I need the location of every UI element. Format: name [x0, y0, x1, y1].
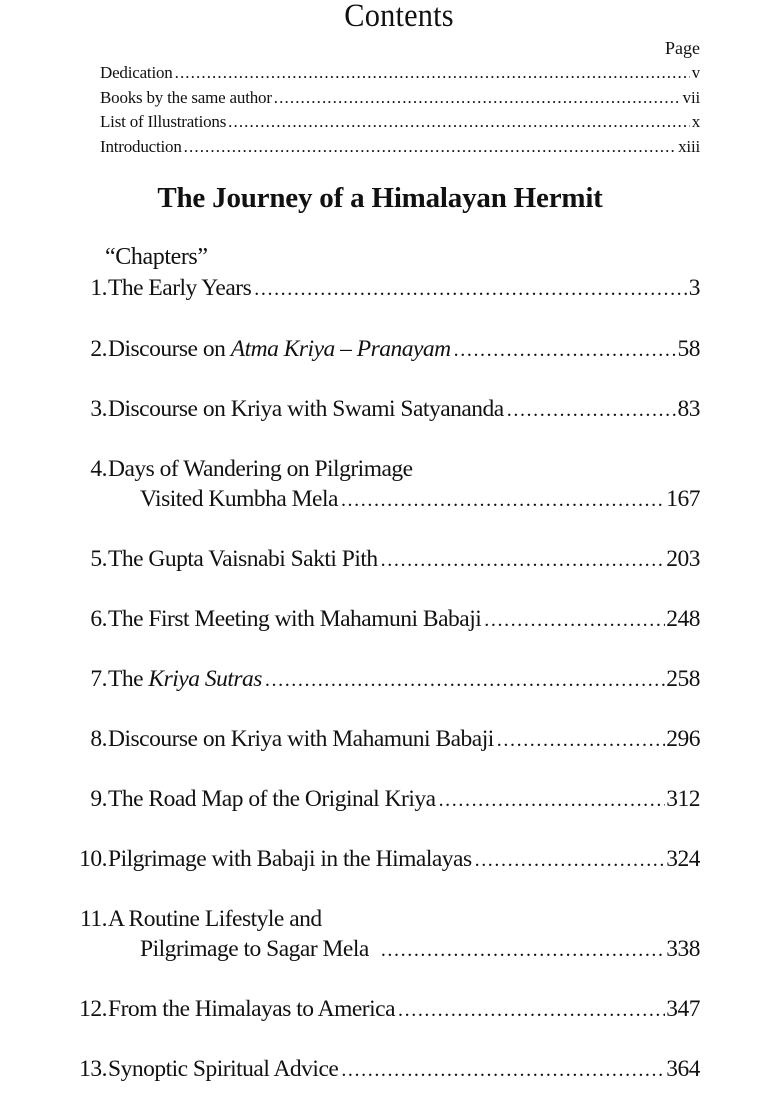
dot-leader [274, 86, 681, 110]
chapter-number: 12. [79, 996, 107, 1022]
entry-page: vii [682, 87, 700, 107]
front-matter-list [100, 61, 700, 159]
dot-leader [439, 785, 666, 815]
dot-leader [398, 995, 665, 1025]
chapter-entry-8[interactable] [70, 724, 700, 755]
chapter-page: 248 [666, 606, 700, 632]
chapter-entry-5[interactable] [70, 544, 700, 575]
chapter-title: Pilgrimage with Babaji in the Himalayas [108, 846, 472, 872]
chapter-page: 347 [666, 996, 700, 1022]
chapter-number: 8. [90, 726, 107, 752]
chapter-page: 167 [666, 486, 700, 512]
chapter-page: 83 [677, 396, 700, 422]
chapter-title-continuation: Pilgrimage to Sagar Mela [140, 936, 369, 962]
dot-leader [381, 545, 666, 575]
dot-leader [184, 135, 676, 159]
dot-leader [484, 605, 665, 635]
chapter-title: A Routine Lifestyle and [108, 906, 322, 932]
chapter-page: 312 [666, 786, 700, 812]
chapter-number: 10. [79, 846, 107, 872]
chapter-number: 3. [90, 396, 107, 422]
chapter-title: Discourse on Atma Kriya – Pranayam [108, 336, 451, 362]
toc-entry-dedication[interactable] [100, 61, 700, 86]
chapter-entry-12[interactable] [70, 994, 700, 1025]
chapter-title: Discourse on Kriya with Swami Satyananda [108, 396, 504, 422]
chapter-page: 338 [666, 936, 700, 962]
chapter-title: The Early Years [108, 275, 252, 301]
chapter-number: 11. [79, 906, 107, 932]
chapter-page: 324 [666, 846, 700, 872]
chapter-page: 58 [677, 336, 700, 362]
toc-entry-books-by-author[interactable] [100, 86, 700, 111]
chapter-title: Synoptic Spiritual Advice [108, 1056, 339, 1082]
dot-leader [507, 395, 677, 425]
chapter-title: The Gupta Vaisnabi Sakti Pith [108, 546, 378, 572]
chapter-title: The Kriya Sutras [108, 666, 262, 692]
dot-leader [341, 485, 665, 515]
dot-leader [254, 274, 687, 304]
entry-title: List of Illustrations [100, 112, 227, 131]
dot-leader [265, 665, 665, 695]
chapter-entry-10[interactable] [70, 844, 700, 875]
entry-title: Dedication [100, 63, 173, 82]
chapter-entry-11[interactable] [70, 904, 700, 965]
chapter-entry-13[interactable] [70, 1054, 700, 1085]
chapter-entry-4[interactable] [70, 454, 700, 515]
chapter-title: The Road Map of the Original Kriya [108, 786, 436, 812]
chapter-number: 13. [79, 1056, 107, 1082]
page-column-label: Page [665, 38, 700, 58]
chapter-title: Discourse on Kriya with Mahamuni Babaji [108, 726, 494, 752]
entry-page: v [691, 63, 700, 82]
chapter-page: 258 [666, 666, 700, 692]
chapter-page: 203 [666, 546, 700, 572]
toc-entry-list-of-illustrations[interactable] [100, 110, 700, 135]
chapter-title-continuation: Visited Kumbha Mela [140, 486, 338, 512]
page-title: Contents [344, 0, 454, 34]
entry-title: Books by the same author [100, 87, 272, 107]
dot-leader [497, 725, 665, 755]
chapter-title: From the Himalayas to America [108, 996, 396, 1022]
chapter-entry-1[interactable] [70, 273, 700, 304]
toc-entry-introduction[interactable] [100, 135, 700, 160]
chapter-entry-9[interactable] [70, 784, 700, 815]
chapters-label: “Chapters” [105, 244, 208, 270]
entry-page: x [691, 112, 700, 131]
chapter-number: 5. [90, 546, 107, 572]
entry-title: Introduction [100, 136, 182, 156]
chapter-entry-2[interactable] [70, 334, 700, 365]
dot-leader [454, 335, 677, 365]
dot-leader [341, 1055, 665, 1085]
chapter-number: 6. [90, 606, 107, 632]
dot-leader [228, 110, 690, 134]
chapter-page: 3 [688, 275, 700, 301]
chapter-entry-7[interactable] [70, 664, 700, 695]
entry-page: xiii [678, 136, 700, 156]
chapter-number: 4. [90, 456, 107, 482]
chapter-entry-6[interactable] [70, 604, 700, 635]
book-title: The Journey of a Himalayan Hermit [157, 182, 603, 214]
chapter-page: 296 [666, 726, 700, 752]
chapter-number: 9. [90, 786, 107, 812]
chapter-number: 7. [90, 666, 107, 692]
chapter-title: Days of Wandering on Pilgrimage [108, 456, 413, 482]
chapter-title: The First Meeting with Mahamuni Babaji [108, 606, 482, 632]
dot-leader [175, 61, 690, 85]
chapter-number: 1. [90, 275, 107, 301]
chapter-entry-3[interactable] [70, 394, 700, 425]
dot-leader [475, 845, 666, 875]
chapter-number: 2. [90, 336, 107, 362]
chapter-page: 364 [666, 1056, 700, 1082]
dot-leader [381, 935, 665, 965]
